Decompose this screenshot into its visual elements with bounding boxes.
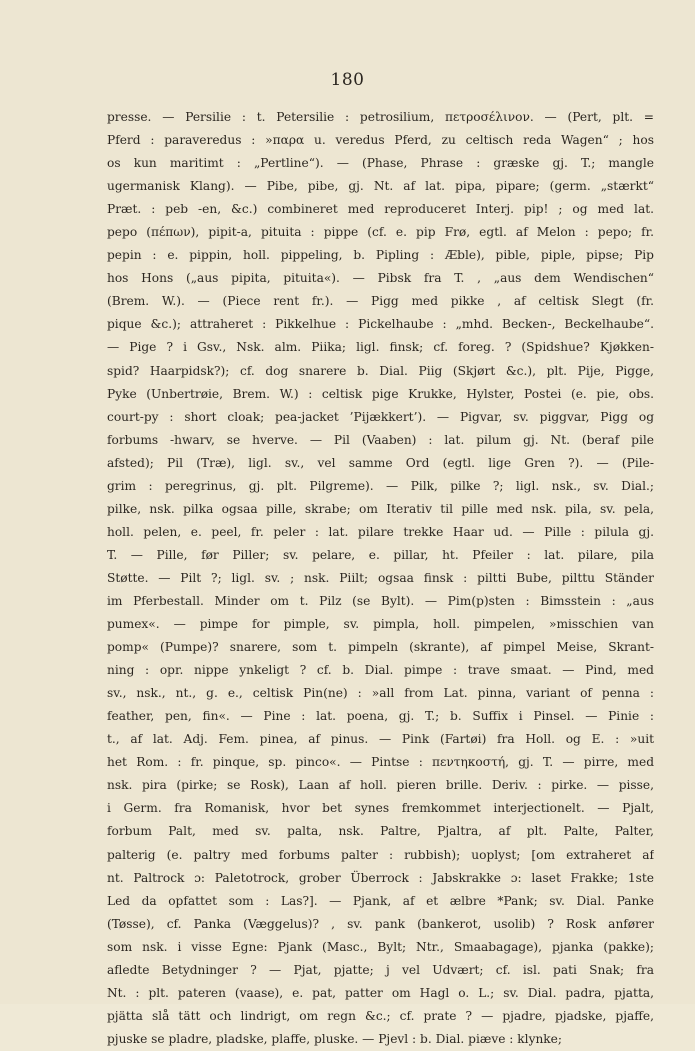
text-line: grim : peregrinus, gj. plt. Pilgreme). — Pilk, pilke ?; ligl. nsk., sv. Dial.; — [107, 478, 654, 493]
text-line: (Brem. W.). — (Piece rent fr.). — Pigg med pikke , af celtisk Slegt (fr. — [107, 294, 654, 309]
text-line: feather, pen, fin«. — Pine : lat. poena, gj. T.; b. Suffix i Pinsel. — Pinie : — [107, 709, 654, 724]
text-line: nsk. pira (pirke; se Rosk), Laan af holl. pieren brille. Deriv. : pirke. — pisse, — [107, 778, 654, 793]
text-line: palterig (e. paltry med forbums palter : rubbish); uoplyst; [om extraheret af — [107, 847, 654, 862]
text-line: i Germ. fra Romanisk, hvor bet synes fremkommet interjectionelt. — Pjalt, — [107, 801, 654, 816]
text-line: (Tøsse), cf. Panka (Væggelus)? , sv. pank (bankerot, usolib) ? Rosk anfører — [107, 916, 654, 931]
text-line: presse. — Persilie : t. Petersilie : petrosilium, πετροσέλινον. — (Pert, plt. = — [107, 110, 654, 124]
text-line: pilke, nsk. pilka ogsaa pille, skrabe; om Iterativ til pille med nsk. pila, sv. pela, — [107, 501, 654, 516]
text-line: Led da opfattet som : Las?]. — Pjank, af et ælbre *Pank; sv. Dial. Panke — [107, 893, 654, 908]
text-line: ning : opr. nippe ynkeligt ? cf. b. Dial. pimpe : trave smaat. — Pind, med — [107, 663, 654, 678]
text-line: forbum Palt, med sv. palta, nsk. Paltre, Pjaltra, af plt. Palte, Palter, — [107, 824, 654, 839]
text-line: pjuske se pladre, pladske, plaffe, pluske. — Pjevl : b. Dial. piæve : klynke; — [107, 1031, 563, 1046]
text-line: Pferd : paraveredus : »παρα u. veredus Pferd, zu celtisch reda Wagen“ ; hos — [107, 133, 654, 148]
text-line: pomp« (Pumpe)? snarere, som t. pimpeln (skrante), af pimpel Meise, Skrant- — [107, 640, 654, 655]
text-line: som nsk. i visse Egne: Pjank (Masc., Bylt; Ntr., Smaabagage), pjanka (pakke); — [107, 939, 654, 954]
text-line: nt. Paltrock ɔ: Paletotrock, grober Überrock : Jabskrakke ɔ: laset Frakke; 1ste — [107, 870, 654, 885]
text-line: im Pferbestall. Minder om t. Pilz (se Bylt). — Pim(p)sten : Bimsstein : „aus — [107, 593, 654, 608]
text-line: pepo (πέπων), pipit-a, pituita : pippe (cf. e. pip Frø, egtl. af Melon : pepo; fr. — [107, 225, 654, 240]
text-line: Pyke (Unbertrøie, Brem. W.) : celtisk pige Krukke, Hylster, Postei (e. pie, obs. — [107, 386, 654, 401]
text-line: ugermanisk Klang). — Pibe, pibe, gj. Nt. af lat. pipa, pipare; (germ. „stærkt“ — [107, 179, 654, 194]
text-line: hos Hons („aus pipita, pituita«). — Pibsk fra T. , „aus dem Wendischen“ — [107, 271, 654, 286]
text-line: pepin : e. pippin, holl. pippeling, b. Pipling : Æble), pible, piple, pipse; Pip — [107, 248, 654, 263]
text-line: afsted); Pil (Træ), ligl. sv., vel samme Ord (egtl. lige Gren ?). — (Pile- — [107, 455, 654, 470]
text-line: spid? Haarpidsk?); cf. dog snarere b. Dial. Piig (Skjørt &c.), plt. Pije, Pigge, — [107, 363, 654, 378]
text-line: pique &c.); attraheret : Pikkelhue : Pickelhaube : „mhd. Becken-, Beckelhaube“. — [107, 317, 654, 332]
text-line: Nt. : plt. pateren (vaase), e. pat, patter om Hagl o. L.; sv. Dial. padra, pjatta, — [107, 985, 654, 1000]
text-line: os kun maritimt : „Pertline“). — (Phase, Phrase : græske gj. T.; mangle — [107, 156, 654, 171]
page-number: 180 — [330, 70, 365, 90]
text-line: t., af lat. Adj. Fem. pinea, af pinus. — Pink (Fartøi) fra Holl. og E. : »uit — [107, 732, 654, 747]
text-line: court-py : short cloak; pea-jacket ’Pijækkert’). — Pigvar, sv. piggvar, Pigg og — [107, 409, 654, 424]
text-line: holl. pelen, e. peel, fr. peler : lat. pilare trekke Haar ud. — Pille : pilula gj. — [107, 524, 654, 539]
text-line: forbums -hwarv, se hverve. — Pil (Vaaben) : lat. pilum gj. Nt. (beraf pile — [107, 432, 654, 447]
text-line: het Rom. : fr. pinque, sp. pinco«. — Pintse : πεντηκοστή, gj. T. — pirre, med — [107, 755, 654, 770]
text-line: pumex«. — pimpe for pimple, sv. pimpla, holl. pimpelen, »misschien van — [107, 617, 654, 632]
text-line: afledte Betydninger ? — Pjat, pjatte; j vel Udvært; cf. isl. pati Snak; fra — [107, 962, 654, 977]
text-line: pjätta slå tätt och lindrigt, om regn &c.; cf. prate ? — pjadre, pjadske, pjaffe, — [107, 1008, 654, 1023]
text-line: sv., nsk., nt., g. e., celtisk Pin(ne) : »all from Lat. pinna, variant of penna : — [107, 686, 654, 701]
body-text — [107, 106, 654, 1051]
text-line: — Pige ? i Gsv., Nsk. alm. Piika; ligl. finsk; cf. foreg. ? (Spidshue? Kjøkken- — [107, 340, 654, 355]
text-line: Støtte. — Pilt ?; ligl. sv. ; nsk. Piilt; ogsaa finsk : piltti Bube, pilttu Ständer — [107, 570, 654, 585]
text-line: T. — Pille, før Piller; sv. pelare, e. pillar, ht. Pfeiler : lat. pilare, pila — [107, 547, 654, 562]
text-line: Præt. : peb -en, &c.) combineret med reproduceret Interj. pip! ; og med lat. — [107, 202, 654, 217]
